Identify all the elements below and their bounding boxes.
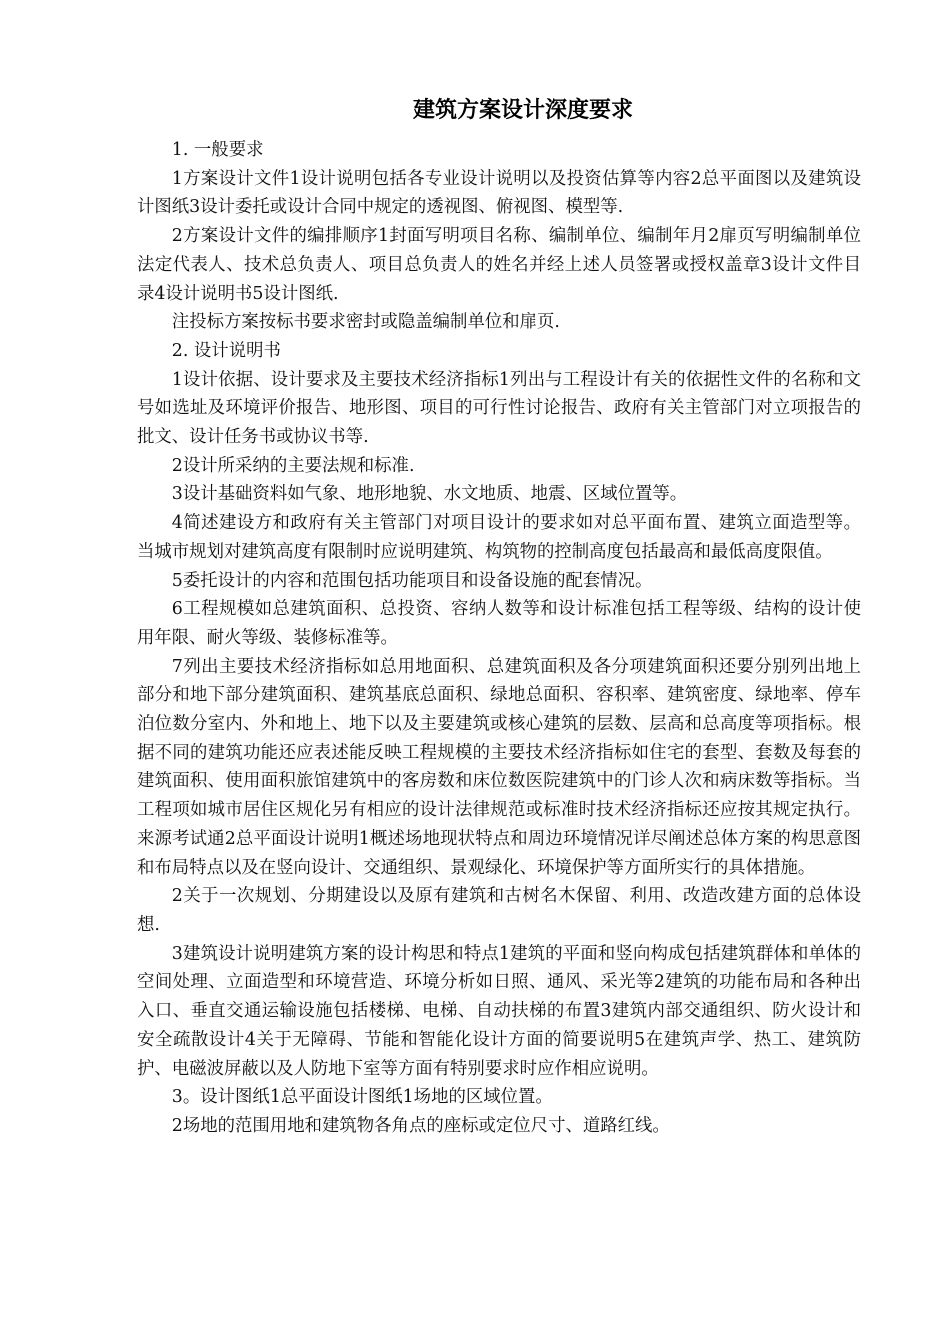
paragraph: 3。设计图纸1总平面设计图纸1场地的区域位置。 <box>171 1087 553 1108</box>
paragraph: 4简述建设方和政府有关主管部门对项目设计的要求如对总平面布置、建筑立面造型等。当城市规划对建筑高度有限制时应说明建筑、构筑物的控制高度包括最高和最低高度限值。 <box>137 513 861 562</box>
paragraph: 5委托设计的内容和范围包括功能项目和设备设施的配套情况。 <box>171 570 653 591</box>
paragraph: 3建筑设计说明建筑方案的设计构思和特点1建筑的平面和竖向构成包括建筑群体和单体的空间处理、立面造型和环境营造、环境分析如日照、通风、采光等2建筑的功能布局和各种出入口、垂直交通运输设施包括楼梯、电梯、自动扶梯的布置3建筑内部交通组织、防火设计和安全疏散设计4关于无障碍、节能和智能化设计方面的简要说明5在建筑声学、热工、建筑防护、电磁波屏蔽以及人防地下室等方面有特别要求时应作相应说明。 <box>137 943 861 1079</box>
paragraph: 3设计基础资料如气象、地形地貌、水文地质、地震、区域位置等。 <box>171 484 688 505</box>
paragraph: 1. 一般要求 <box>171 140 264 160</box>
paragraph: 1方案设计文件1设计说明包括各专业设计说明以及投资估算等内容2总平面图以及建筑设计图纸3设计委托或设计合同中规定的透视图、俯视图、模型等. <box>137 168 861 218</box>
paragraph: 6工程规模如总建筑面积、总投资、容纳人数等和设计标准包括工程等级、结构的设计使用年限、耐火等级、装修标准等。 <box>137 599 861 648</box>
paragraph: 7列出主要技术经济指标如总用地面积、总建筑面积及各分项建筑面积还要分别列出地上部分和地下部分建筑面积、建筑基底总面积、绿地总面积、容积率、建筑密度、绿地率、停车泊位数分室内、外和地上、地下以及主要建筑或核心建筑的层数、层高和总高度等项指标。根据不同的建筑功能还应表述能反映工程规模的主要技术经济指标如住宅的套型、套数及每套的建筑面积、使用面积旅馆建筑中的客房数和床位数医院建筑中的门诊人次和病床数等指标。当工程项如城市居住区规化另有相应的设计法律规范或标准时技术经济指标还应按其规定执行。来源考试通2总平面设计说明1概述场地现状特点和周边环境情况详尽阐述总体方案的构思意图和布局特点以及在竖向设计、交通组织、景观绿化、环境保护等方面所实行的具体措施。 <box>137 656 861 878</box>
paragraph: 1设计依据、设计要求及主要技术经济指标1列出与工程设计有关的依据性文件的名称和文号如选址及环境评价报告、地形图、项目的可行性讨论报告、政府有关主管部门对立项报告的批文、设计任务书或协议书等. <box>137 369 861 448</box>
document-title: 建筑方案设计深度要求 <box>412 98 633 123</box>
document-body <box>137 136 861 1141</box>
paragraph: 2. 设计说明书 <box>171 340 281 361</box>
paragraph: 注投标方案按标书要求密封或隐盖编制单位和扉页. <box>171 312 560 333</box>
paragraph: 2场地的范围用地和建筑物各角点的座标或定位尺寸、道路红线。 <box>171 1115 670 1136</box>
paragraph: 2方案设计文件的编排顺序1封面写明项目名称、编制单位、编制年月2扉页写明编制单位法定代表人、技术总负责人、项目总负责人的姓名并经上述人员签署或授权盖章3设计文件目录4设计说明书5设计图纸. <box>137 226 861 304</box>
paragraph: 2设计所采纳的主要法规和标准. <box>171 455 415 476</box>
paragraph: 2关于一次规划、分期建设以及原有建筑和古树名木保留、利用、改造改建方面的总体设想. <box>137 886 861 935</box>
